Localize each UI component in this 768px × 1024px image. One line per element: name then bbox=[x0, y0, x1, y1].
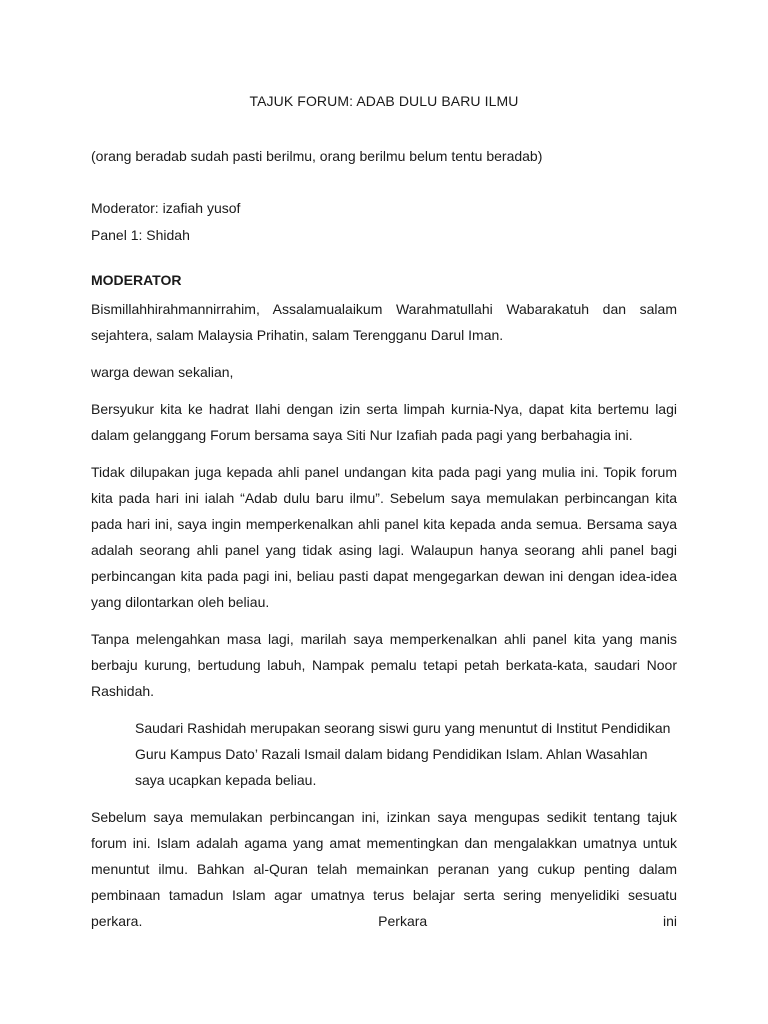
paragraph-greeting: Bismillahhirahmannirrahim, Assalamualaikum Warahmatullahi Wabarakatuh dan salam sejahtera, salam Malaysia Prihatin, salam Terengganu Darul Iman. bbox=[91, 301, 677, 343]
paragraph-gratitude: Bersyukur kita ke hadrat Ilahi dengan izin serta limpah kurnia-Nya, dapat kita bertemu lagi dalam gelanggang Forum bersama saya Siti Nur Izafiah pada pagi yang berbahagia ini. bbox=[91, 401, 677, 443]
moderator-line: Moderator: izafiah yusof bbox=[91, 200, 241, 216]
paragraph-panel-bio: Saudari Rashidah merupakan seorang siswi guru yang menuntut di Institut Pendidikan Guru Kampus Dato’ Razali Ismail dalam bidang Pendidikan Islam. Ahlan Wasahlan saya ucapkan kepada beliau. bbox=[135, 720, 671, 788]
paragraph-address: warga dewan sekalian, bbox=[91, 364, 234, 380]
section-heading: MODERATOR bbox=[91, 272, 182, 288]
document-body bbox=[91, 90, 677, 934]
forum-subtitle: (orang beradab sudah pasti berilmu, orang berilmu belum tentu beradab) bbox=[91, 148, 543, 164]
forum-title: TAJUK FORUM: ADAB DULU BARU ILMU bbox=[249, 93, 519, 109]
panel-line: Panel 1: Shidah bbox=[91, 227, 190, 243]
paragraph-topic: Tidak dilupakan juga kepada ahli panel undangan kita pada pagi yang mulia ini. Topik forum kita pada hari ini ialah “Adab dulu baru ilmu”. Sebelum saya memulakan perbincangan kita pada hari ini, saya ingin memperkenalkan ahli panel kita kepada anda semua. Bersama saya adalah seorang ahli panel yang tidak asing lagi. Walaupun hanya seorang ahli panel bagi perbincangan kita pada pagi ini, beliau pasti dapat mengegarkan dewan ini dengan idea-idea yang dilontarkan oleh beliau. bbox=[91, 464, 677, 610]
paragraph-discussion: Sebelum saya memulakan perbincangan ini, izinkan saya mengupas sedikit tentang tajuk forum ini. Islam adalah agama yang amat mementingkan dan mengalakkan umatnya untuk menuntut ilmu. Bahkan al-Quran telah memainkan peranan yang cukup penting dalam pembinaan tamadun Islam agar umatnya terus belajar serta sering menyelidiki sesuatu perkara. Perkara ini bbox=[91, 809, 677, 929]
paragraph-introduction: Tanpa melengahkan masa lagi, marilah saya memperkenalkan ahli panel kita yang manis berbaju kurung, bertudung labuh, Nampak pemalu tetapi petah berkata-kata, saudari Noor Rashidah. bbox=[91, 631, 677, 699]
